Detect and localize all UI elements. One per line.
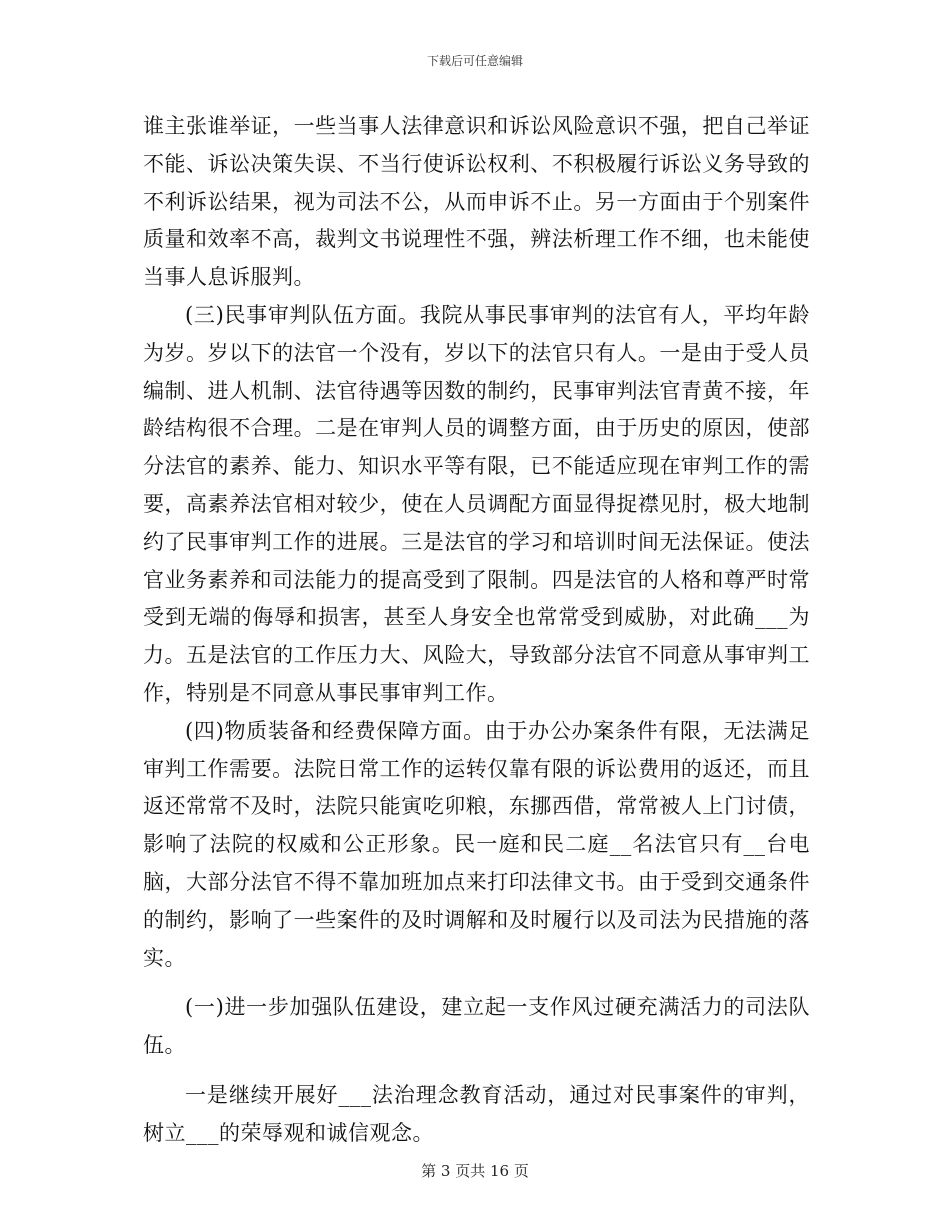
paragraph-rule-of-law-education: 一是继续开展好___法治理念教育活动，通过对民事案件的审判，树立___的荣辱观和诚信观念。 (143, 1082, 810, 1145)
page-number: 第 3 页共 16 页 (421, 1162, 529, 1180)
paragraph-burden-of-proof: 谁主张谁举证，一些当事人法律意识和诉讼风险意识不强，把自己举证不能、诉讼决策失误、不当行使诉讼权利、不积极履行诉讼义务导致的不利诉讼结果，视为司法不公，从而申诉不止。另一方面由于个别案件质量和效率不高，裁判文书说理性不强，辨法析理工作不细，也未能使当事人息诉服判。 (143, 114, 810, 290)
paragraph-judge-team: (三)民事审判队伍方面。我院从事民事审判的法官有人，平均年龄为岁。岁以下的法官一个没有，岁以下的法官只有人。一是由于受人员编制、进人机制、法官待遇等因数的制约，民事审判法官青黄不接，年龄结构很不合理。二是在审判人员的调整方面，由于历史的原因，使部分法官的素养、能力、知识水平等有限，已不能适应现在审判工作的需要，高素养法官相对较少，使在人员调配方面显得捉襟见肘，极大地制约了民事审判工作的进展。三是法官的学习和培训时间无法保证。使法官业务素养和司法能力的提高受到了限制。四是法官的人格和尊严时常受到无端的侮辱和损害，甚至人身安全也常常受到威胁，对此确___为力。五是法官的工作压力大、风险大，导致部分法官不同意从事审判工作，特别是不同意从事民事审判工作。 (143, 302, 810, 705)
document-body (143, 108, 810, 1153)
paragraph-team-building: (一)进一步加强队伍建设，建立起一支作风过硬充满活力的司法队伍。 (143, 995, 810, 1058)
page-header-note: 下载后可任意编辑 (426, 54, 523, 68)
paragraph-equipment-funding: (四)物质装备和经费保障方面。由于办公办案条件有限，无法满足审判工作需要。法院日常工作的运转仅靠有限的诉讼费用的返还，而且返还常常不及时，法院只能寅吃卯粮，东挪西借，常常被人上门讨债，影响了法院的权威和公正形象。民一庭和民二庭__名法官只有__台电脑，大部分法官不得不靠加班加点来打印法律文书。由于受到交通条件的制约，影响了一些案件的及时调解和及时履行以及司法为民措施的落实。 (143, 718, 810, 970)
